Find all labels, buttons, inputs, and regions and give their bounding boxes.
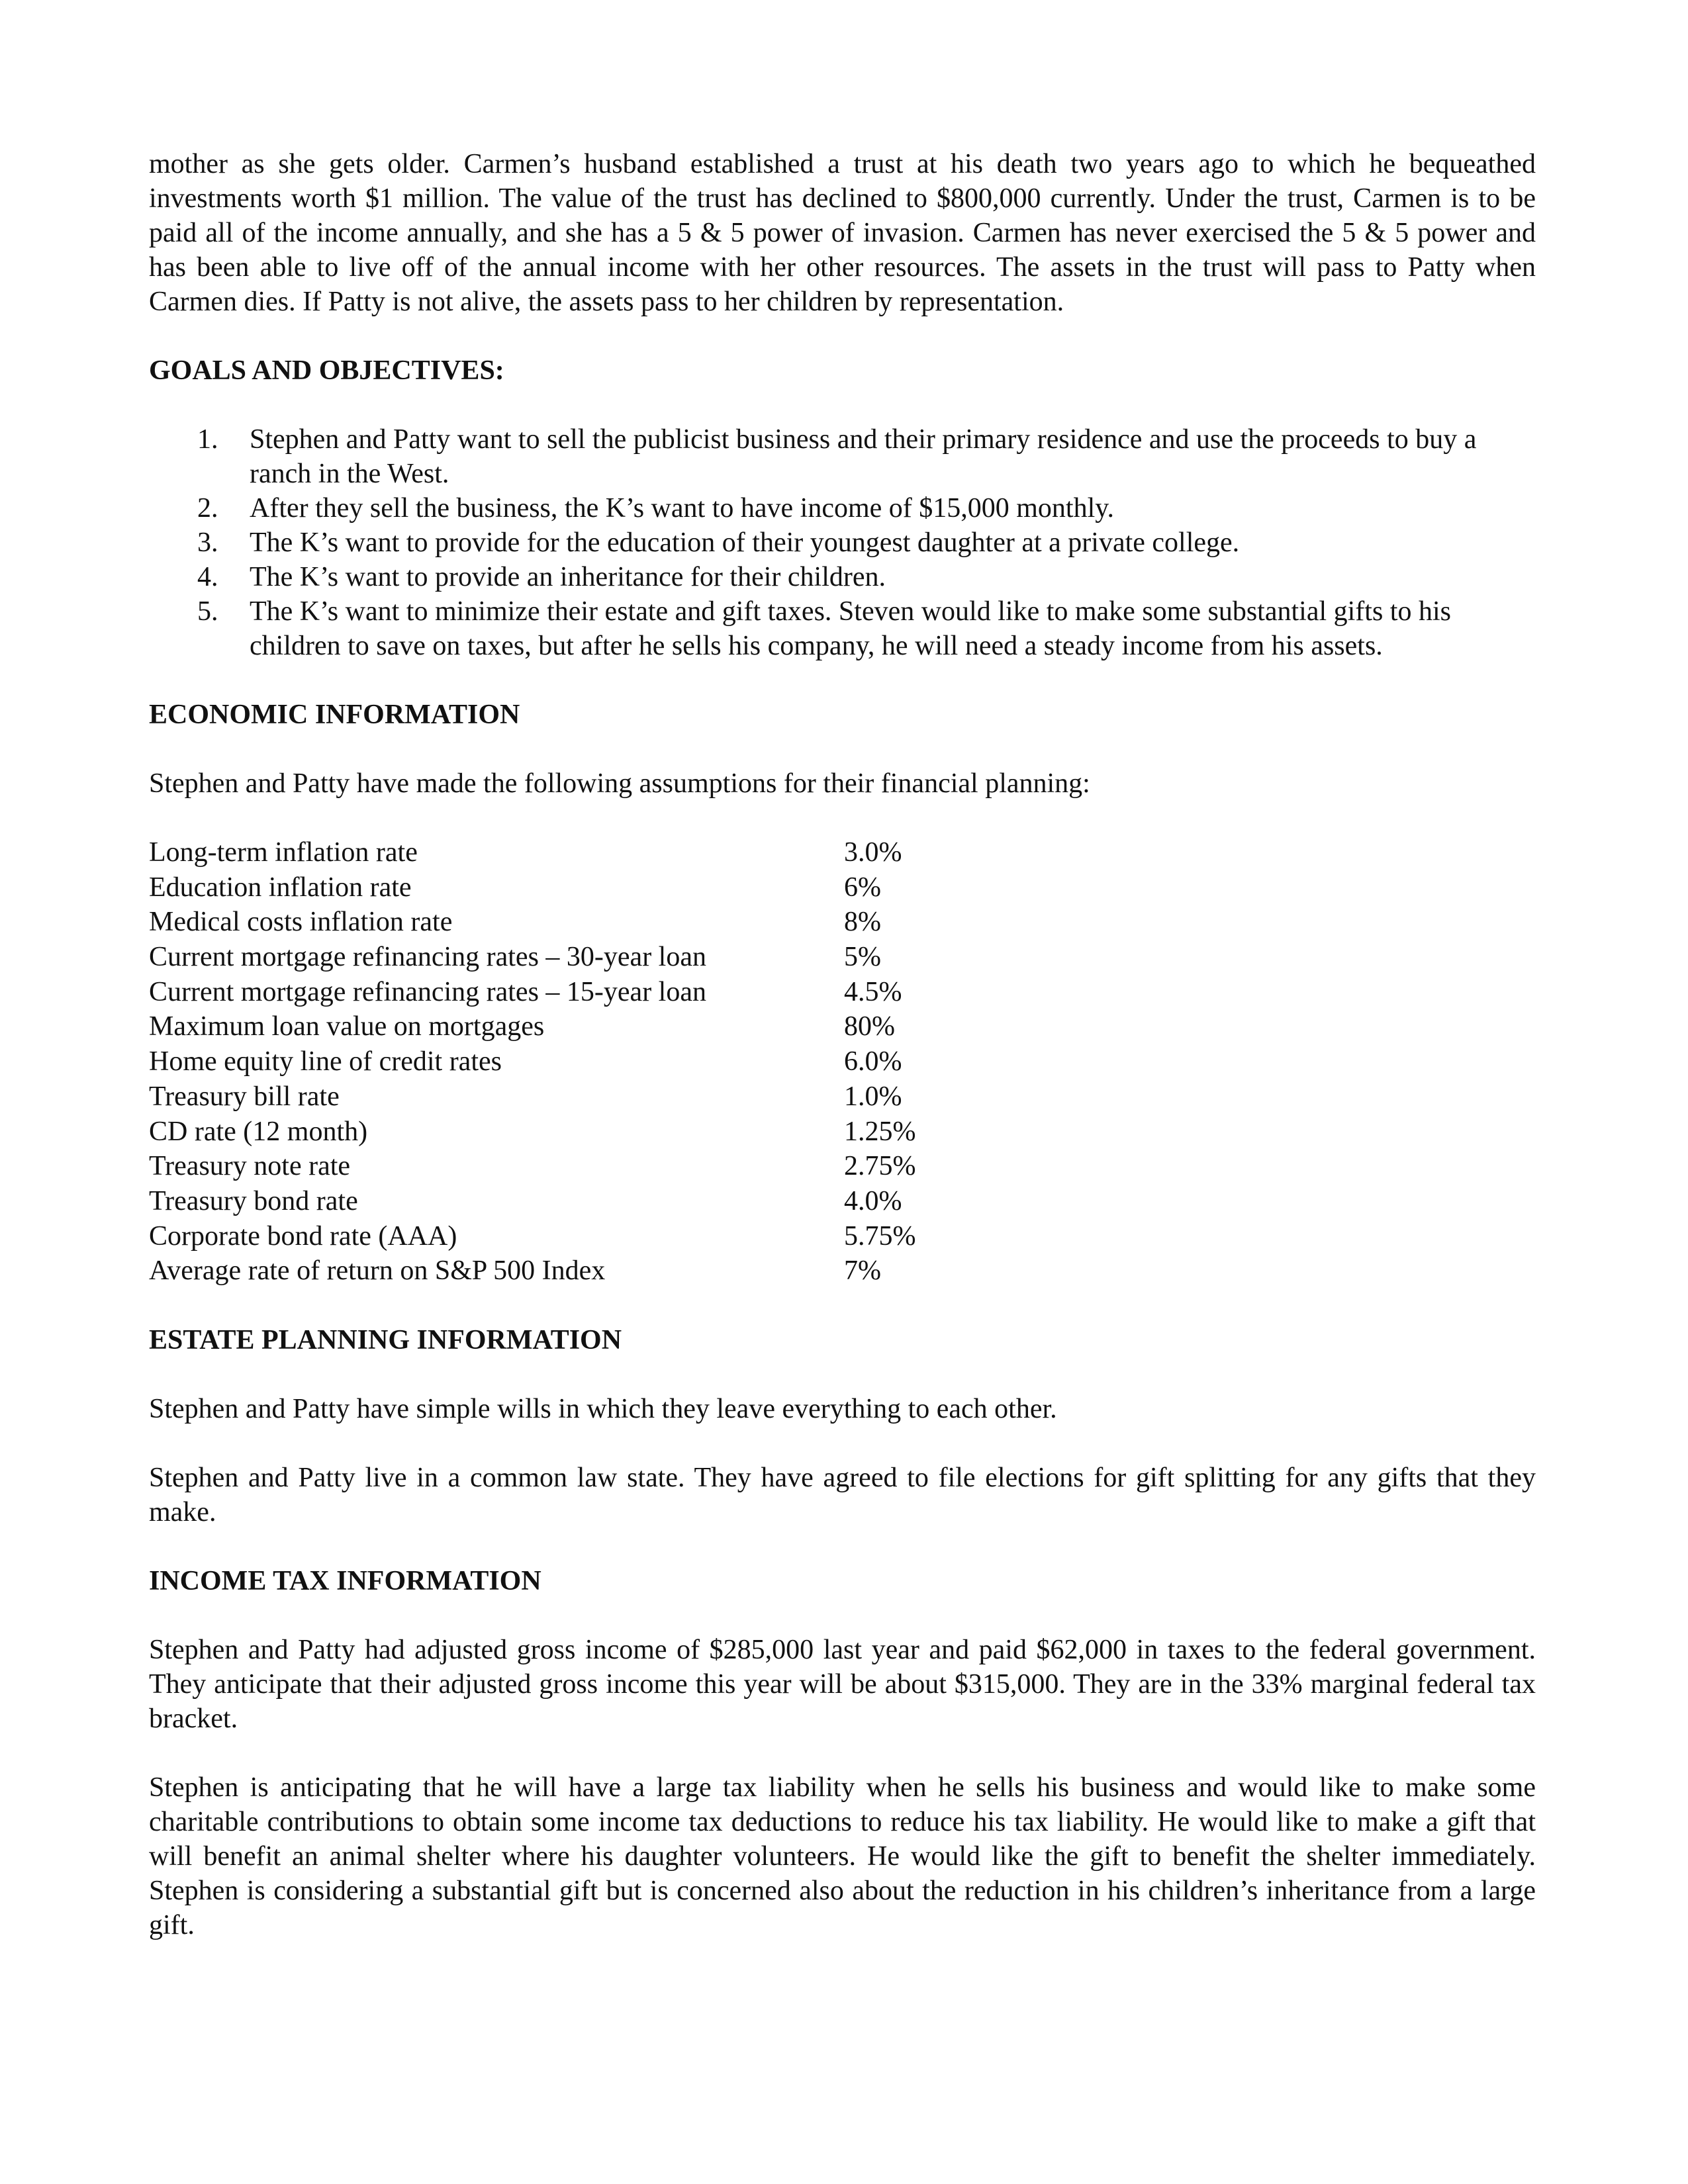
estate-heading: ESTATE PLANNING INFORMATION (149, 1324, 622, 1355)
assumption-label: Treasury note rate (149, 1151, 351, 1182)
assumption-value: 3.0% (844, 837, 902, 868)
goals-heading: GOALS AND OBJECTIVES: (149, 355, 504, 386)
goal-item (149, 491, 1536, 525)
goal-item (149, 594, 1536, 663)
goal-item (149, 560, 1536, 594)
table-row (149, 1009, 916, 1044)
table-row (149, 975, 916, 1010)
table-row (149, 1079, 916, 1115)
estate-paragraph-2: Stephen and Patty live in a common law state. They have agreed to file elections for gift splitting for any gifts that they make. (149, 1462, 1536, 1527)
assumption-value: 7% (844, 1255, 881, 1287)
estate-paragraph-1: Stephen and Patty have simple wills in which they leave everything to each other. (149, 1393, 1057, 1424)
assumptions-table (149, 835, 916, 1289)
income-tax-heading: INCOME TAX INFORMATION (149, 1565, 541, 1596)
economic-heading: ECONOMIC INFORMATION (149, 700, 520, 730)
goal-text: The K’s want to provide for the education of their youngest daughter at a private college. (250, 527, 1240, 558)
goal-number: 1. (197, 424, 218, 455)
table-row (149, 1253, 916, 1289)
assumption-value: 6% (844, 872, 881, 903)
assumption-value: 2.75% (844, 1151, 916, 1182)
table-row (149, 835, 916, 870)
table-row (149, 940, 916, 975)
assumption-label: CD rate (12 month) (149, 1116, 368, 1147)
goal-number: 2. (197, 493, 218, 523)
goal-number: 3. (197, 527, 218, 558)
assumption-value: 5% (844, 942, 881, 973)
goal-number: 5. (197, 596, 218, 627)
table-row (149, 1219, 916, 1254)
assumption-value: 8% (844, 907, 881, 938)
goal-text: The K’s want to provide an inheritance for their children. (250, 562, 886, 592)
assumption-label: Medical costs inflation rate (149, 907, 453, 938)
income-tax-paragraph-1: Stephen and Patty had adjusted gross income of $285,000 last year and paid $62,000 in taxes to the federal government. They anticipate that their adjusted gross income this year will be about $315,000. They are in the 33% marginal federal tax bracket. (149, 1634, 1536, 1734)
assumption-label: Current mortgage refinancing rates – 30-year loan (149, 942, 706, 973)
document-page (149, 147, 1536, 1942)
goal-text: After they sell the business, the K’s want to have income of $15,000 monthly. (250, 493, 1115, 523)
goal-text: Stephen and Patty want to sell the publicist business and their primary residence and use the proceeds to buy a ranch in the West. (250, 424, 1477, 489)
assumption-label: Education inflation rate (149, 872, 412, 903)
assumption-label: Home equity line of credit rates (149, 1046, 502, 1077)
assumption-value: 4.5% (844, 976, 902, 1007)
assumption-label: Average rate of return on S&P 500 Index (149, 1255, 606, 1287)
assumption-label: Current mortgage refinancing rates – 15-year loan (149, 976, 706, 1007)
table-row (149, 1115, 916, 1150)
assumption-value: 4.0% (844, 1185, 902, 1216)
assumption-value: 1.25% (844, 1116, 916, 1147)
assumption-value: 80% (844, 1011, 895, 1042)
assumption-label: Long-term inflation rate (149, 837, 418, 868)
assumption-label: Treasury bond rate (149, 1185, 358, 1216)
goal-item (149, 525, 1536, 560)
assumption-value: 5.75% (844, 1220, 916, 1251)
table-row (149, 1044, 916, 1079)
assumption-label: Maximum loan value on mortgages (149, 1011, 545, 1042)
table-row (149, 905, 916, 940)
table-row (149, 870, 916, 905)
assumption-value: 6.0% (844, 1046, 902, 1077)
goals-list (149, 422, 1536, 663)
table-row (149, 1149, 916, 1184)
assumption-label: Corporate bond rate (AAA) (149, 1220, 457, 1251)
economic-intro: Stephen and Patty have made the following assumptions for their financial planning: (149, 768, 1090, 799)
goal-text: The K’s want to minimize their estate and gift taxes. Steven would like to make some substantial gifts to his children to save on taxes, but after he sells his company, he will need a steady income from his assets. (250, 596, 1451, 661)
assumption-label: Treasury bill rate (149, 1081, 340, 1112)
goal-item (149, 422, 1536, 491)
goal-number: 4. (197, 562, 218, 592)
intro-paragraph: mother as she gets older. Carmen’s husband established a trust at his death two years ago to which he bequeathed investments worth $1 million. The value of the trust has declined to $800,000 currently. Under the trust, Carmen is to be paid all of the income annually, and she has a 5 & 5 power of invasion. Carmen has never exercised the 5 & 5 power and has been able to live off of the annual income with her other resources. The assets in the trust will pass to Patty when Carmen dies. If Patty is not alive, the assets pass to her children by representation. (149, 149, 1536, 317)
assumption-value: 1.0% (844, 1081, 902, 1112)
income-tax-paragraph-2: Stephen is anticipating that he will have a large tax liability when he sells his business and would like to make some charitable contributions to obtain some income tax deductions to reduce his tax liability. He would like to make a gift that will benefit an animal shelter where his daughter volunteers. He would like the gift to benefit the shelter immediately. Stephen is considering a substantial gift but is concerned also about the reduction in his children’s inheritance from a large gift. (149, 1772, 1536, 1940)
table-row (149, 1184, 916, 1219)
